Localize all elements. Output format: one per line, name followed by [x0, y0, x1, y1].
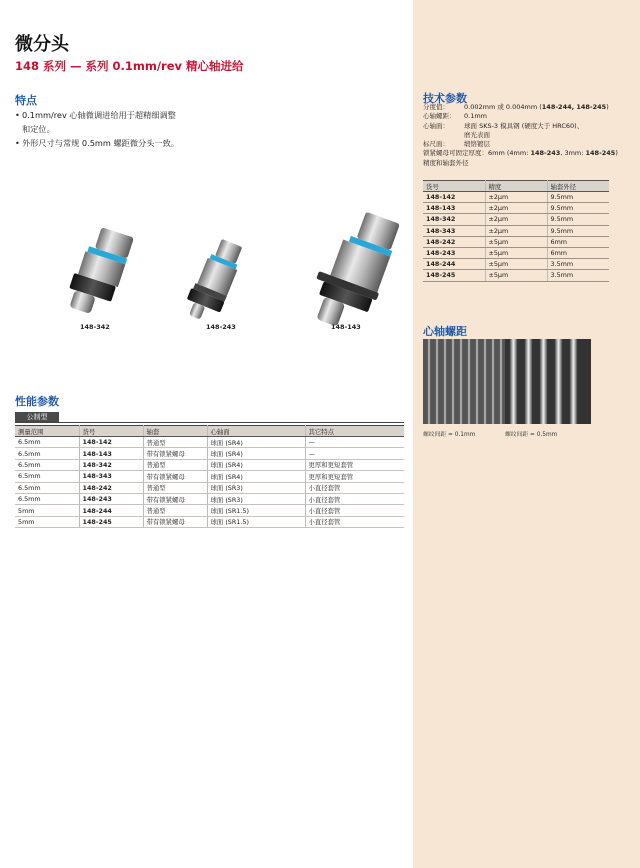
table-row: 148-143 ±2μm 9.5mm	[423, 203, 609, 214]
table-row: 6.5mm 148-242 普通型 球面 (SR3) 小直径套管	[15, 482, 404, 493]
column-header: 测量范围	[15, 426, 79, 437]
column-header: 其它特点	[305, 426, 404, 437]
series-subtitle: 148 系列 — 系列 0.1mm/rev 精心轴进给	[15, 59, 244, 73]
product-label-148-243: 148-243	[206, 323, 236, 331]
column-header: 货号	[79, 426, 143, 437]
tech-specs	[423, 103, 633, 168]
spec-scale: 标尺面： 缎铬镀层	[423, 140, 490, 149]
thread-caption-0-5mm: 螺纹间距 = 0.5mm	[505, 432, 558, 438]
metric-type-tag: 公制型	[15, 412, 59, 423]
table-row: 148-142 ±2μm 9.5mm	[423, 192, 609, 203]
table-row: 5mm 148-245 带有锁紧螺母 球面 (SR1.5) 小直径套管	[15, 516, 404, 527]
thread-caption-0-1mm: 螺纹间距 = 0.1mm	[423, 432, 476, 438]
features-list	[15, 108, 315, 150]
table-row: 148-242 ±5μm 6mm	[423, 236, 609, 247]
column-header: 轴套外径	[547, 181, 609, 192]
table-row: 148-245 ±5μm 3.5mm	[423, 270, 609, 281]
table-row: 6.5mm 148-342 普通型 球面 (SR4) 更厚和更短套管	[15, 459, 404, 470]
thread-photo-0-1mm	[423, 339, 509, 424]
table-header-row	[423, 181, 609, 192]
bullet-icon: •	[15, 138, 20, 148]
spec-resolution: 分度值： 0.002mm 或 0.004mm (148-244, 148-245)	[423, 103, 609, 111]
micrometer-head-image-148-243	[155, 236, 250, 331]
table-row: 148-243 ±5μm 6mm	[423, 247, 609, 258]
micrometer-head-image-148-342	[30, 226, 140, 326]
product-label-148-143: 148-143	[331, 323, 361, 331]
column-header: 货号	[423, 181, 485, 192]
performance-heading: 性能参数	[15, 395, 59, 408]
column-header: 心轴面	[207, 426, 305, 437]
table-row: 6.5mm 148-143 带有锁紧螺母 球面 (SR4) —	[15, 448, 404, 459]
table-header-row	[15, 426, 404, 437]
spec-accuracy-line: 精度和轴套外径	[423, 158, 469, 167]
table-row: 6.5mm 148-343 带有锁紧螺母 球面 (SR4) 更厚和更短套管	[15, 471, 404, 482]
table-row: 5mm 148-244 普通型 球面 (SR1.5) 小直径套管	[15, 505, 404, 516]
feature-text: 外形尺寸与常规 0.5mm 螺距微分头一致。	[22, 138, 179, 148]
feature-text: 0.1mm/rev 心轴微调进给用于超精细调整 和定位。	[22, 110, 176, 134]
spec-pitch: 心轴螺距： 0.1mm	[423, 112, 488, 121]
column-header: 精度	[485, 181, 547, 192]
features-heading: 特点	[15, 94, 37, 107]
table-row: 6.5mm 148-142 普通型 球面 (SR4) —	[15, 437, 404, 448]
micrometer-head-image-148-143	[270, 206, 410, 331]
feature-item	[15, 136, 315, 150]
accuracy-table	[423, 180, 609, 282]
table-row: 148-343 ±2μm 9.5mm	[423, 225, 609, 236]
feature-item	[15, 108, 315, 136]
spec-spindle-face: 心轴面： 球面 SKS-3 模具钢 (硬度大于 HRC60)、 磨光表面	[423, 121, 584, 139]
column-header: 轴套	[143, 426, 207, 437]
performance-table	[15, 425, 404, 528]
spindle-pitch-heading: 心轴螺距	[423, 325, 467, 338]
thread-photo-0-5mm	[505, 339, 591, 424]
table-row: 148-244 ±5μm 3.5mm	[423, 259, 609, 270]
spec-lock-nut: 锁紧螺母可固定厚度：6mm (4mm: 148-243, 3mm: 148-245)	[423, 149, 618, 158]
tech-specs-heading: 技术参数	[423, 92, 467, 105]
table-row: 6.5mm 148-243 带有锁紧螺母 球面 (SR3) 小直径套管	[15, 493, 404, 504]
bullet-icon: •	[15, 110, 20, 120]
table-row: 148-342 ±2μm 9.5mm	[423, 214, 609, 225]
page-title: 微分头	[15, 34, 69, 55]
divider	[15, 422, 404, 423]
product-label-148-342: 148-342	[80, 323, 110, 331]
